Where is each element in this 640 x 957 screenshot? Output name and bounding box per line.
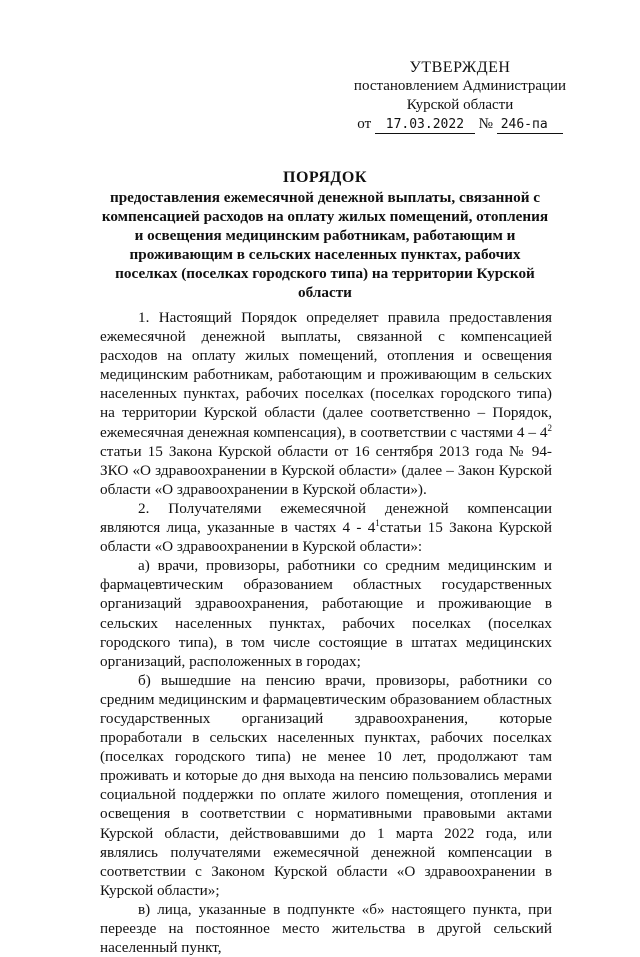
subparagraph-b: б) вышедшие на пенсию врачи, провизоры, работники со средним медицинским и фармацевтическим образованием областных государственных организаций здравоохранения, которые проработали в сельских населенных пунктах, рабочих поселках (поселках городского типа) не менее 10 лет, продолжают там проживать и которые до дня выхода на пенсию пользовались мерами социальной поддержки по оплате жилого помещения, отопления и освещения в соответствии с нормативными правовыми актами Курской области, действовавшими до 1 марта 2022 года, или являлись получателями ежемесячной денежной компенсации в соответствии с Законом Курской области «О здравоохранении в Курской области»; <box>100 671 552 899</box>
document-subtitle: предоставления ежемесячной денежной выплаты, связанной с компенсацией расходов на оплату жилых помещений, отопления и освещения медицинским работникам, работающим и проживающим в сельских населенных пунктах, рабочих поселках (поселках городского типа) на территории Курской области <box>101 189 549 301</box>
paragraph-1-text-b: статьи 15 Закона Курской области от 16 сентября 2013 года № 94-ЗКО «О здравоохранении в Курской области» (далее – Закон Курской области «О здравоохранении в Курской области»). <box>100 442 552 498</box>
approval-line-2: Курской области <box>406 97 514 113</box>
document-heading <box>100 168 550 302</box>
paragraph-2-text-b: статьи 15 Закона Курской области «О здравоохранении в Курской области»: <box>100 519 552 556</box>
paragraph-1 <box>100 308 552 499</box>
document-body <box>100 308 552 957</box>
approval-date-number <box>345 115 575 134</box>
subparagraph-a: а) врачи, провизоры, работники со средним медицинским и фармацевтическим образованием областных государственных организаций здравоохранения, работающие и проживающие в сельских населенных пунктах, рабочих поселках (поселках городского типа), в том числе состоящие в штатах медицинских организаций, расположенных в городах; <box>100 557 552 670</box>
approval-stamp <box>345 58 575 134</box>
paragraph-1-text-a: 1. Настоящий Порядок определяет правила предоставления ежемесячной денежной выплаты, связанной с компенсацией расходов на оплату жилых помещений, отопления и освещения медицинским работникам, работающим и проживающим в сельских населенных пунктах, рабочих поселках (поселках городского типа) на территории Курской области (далее соответственно – Порядок, ежемесячная денежная компенсация), в соответствии с частями 4 – 4 <box>100 309 552 441</box>
paragraph-2 <box>100 499 552 556</box>
paragraph-2-superscript: 1 <box>375 517 380 528</box>
from-label: от <box>357 116 372 132</box>
subparagraph-c: в) лица, указанные в подпункте «б» настоящего пункта, при переезде на постоянное место жительства в другой сельский населенный пункт, <box>100 900 552 957</box>
approval-line-1: постановлением Администрации <box>353 78 567 94</box>
approval-title: УТВЕРЖДЕН <box>409 59 511 76</box>
number-label: № <box>478 116 493 132</box>
paragraph-2-text-a: 2. Получателями ежемесячной денежной компенсации являются лица, указанные в частях 4 - 4 <box>100 499 552 537</box>
approval-date: 17.03.2022 <box>375 117 475 134</box>
document-title: ПОРЯДОК <box>283 169 367 186</box>
approval-number: 246-па <box>497 117 563 134</box>
paragraph-1-superscript: 2 <box>547 422 552 433</box>
